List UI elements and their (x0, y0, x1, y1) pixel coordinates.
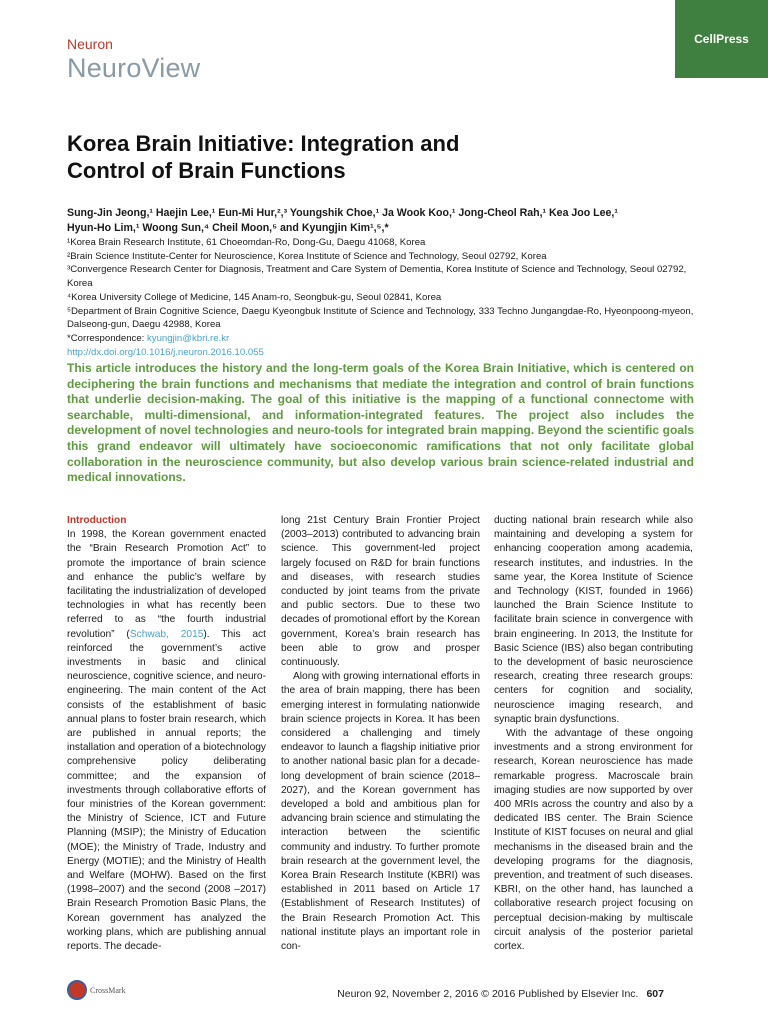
affiliation-3: ³Convergence Research Center for Diagnosis, Treatment and Care System of Dementia, Korea Institute of Science and Technology, Seoul 02792, Korea (67, 264, 687, 290)
body-column-2 (281, 514, 480, 954)
publisher-logo-text: CellPress (694, 32, 749, 46)
affiliation-5: ⁵Department of Brain Cognitive Science, Daegu Kyeongbuk Institute of Science and Technology, 333 Techno Jungangdae-Ro, Hyeonpoong-myeon, Dalseong-gun, Daegu 42988, Korea (67, 305, 694, 331)
paragraph: In 1998, the Korean government enacted the “Brain Research Promotion Act” to promote the importance of brain science and enhance the public’s welfare by facilitating the industrialization of developed technologies in what has recently been referred to as “the fourth industrial revolution” (Schwab, 2015). This act reinforced the government’s active investments in basic and clinical neuroscience, cognitive science, and neuro-engineering. The main content of the Act consists of the establishment of basic annual plans to foster brain research, which are published in annual reports; the installation and operation of a biotechnology comprehensive policy deliberating committee; and the expansion of investments through collaborative efforts of four ministries of the Korean government: the Ministry of Science, ICT and Future Planning (MSIP); the Ministry of Education (MOE); the Ministry of Trade, Industry and Energy (MOTIE); and the Ministry of Health and Welfare (MOHW). Based on the first (1998–2007) and the second (2008 –2017) Brain Research Promotion Basic Plans, the Korean government has analyzed the working plans, which are publishing annual reports. The decade- (67, 529, 266, 953)
paragraph: Along with growing international efforts in the area of brain mapping, there has been emerging interest in formulating nationwide brain science projects in Korea. It has been considered a challenging and timely endeavor to launch a flagship initiative prior to another national basic plan for a decade-long development of brain science (2018–2027), and the Korean government has developed a bold and ambitious plan for advancing brain science and stimulating the interaction between the scientific community and industry. To further promote brain research at the government level, the Korea Brain Research Institute (KBRI) was established in 2011 based on Article 17 (Establishment of Research Institutes) of the Brain Research Promotion Act. This national institute plays an important role in con- (281, 671, 480, 953)
section-name: NeuroView (67, 53, 201, 83)
crossmark-badge[interactable] (67, 980, 126, 1000)
page-number: 607 (646, 988, 664, 1000)
page-footer (337, 988, 664, 1000)
paragraph: long 21st Century Brain Frontier Project (2003–2013) contributed to advancing brain science. This government-led project largely focused on R&D for brain functions and diseases, with research studies conducted by joint teams from the private and public sectors. Due to these two decades of promotional effort by the Korean government, Korea’s brain research has been able to grow and prosper continuously. (281, 515, 480, 669)
authors-line-1: Sung-Jin Jeong,¹ Haejin Lee,¹ Eun-Mi Hur,²,³ Youngshik Choe,¹ Ja Wook Koo,¹ Jong-Cheol Rah,¹ Kea Joo Lee,¹ (67, 207, 618, 219)
doi-link[interactable]: http://dx.doi.org/10.1016/j.neuron.2016.10.055 (67, 346, 264, 358)
journal-name: Neuron (67, 36, 113, 52)
article-title: Korea Brain Initiative: Integration and Control of Brain Functions (67, 131, 460, 183)
correspondence-email-link[interactable]: kyungjin@kbri.re.kr (147, 332, 230, 344)
paragraph: With the advantage of these ongoing investments and a strong environment for research, Korean neuroscience has made remarkable progress. Macroscale brain imaging studies are now supported by over 400 MRIs across the country and also by a dedicated IBS center. The Brain Science Institute of KIST focuses on neural and glial mechanisms in the diseased brain and the developing programs for the diagnosis, prevention, and treatment of such diseases. KBRI, on the other hand, has launched a collaborative research project focusing on perceptual decision-making by multiscale circuit analysis of the posterior parietal cortex. (494, 728, 693, 953)
citation-link[interactable]: Schwab, 2015 (129, 628, 204, 640)
abstract: This article introduces the history and the long-term goals of the Korea Brain Initiative, which is centered on deciphering the brain functions and mechanisms that mediate the integration and control of brain functions that underlie decision-making. The goal of this initiative is the mapping of a functional connectome with searchable, multi-dimensional, and information-integrated features. The project also includes the development of novel technologies and neuro-tools for integrated brain mapping. Beyond the scientific goals this grand endeavor will ultimately have socioeconomic ramifications that not only facilitate global collaboration in the neuroscience community, but also develop various brain science-related industrial and medical innovations. (67, 361, 694, 485)
correspondence-label: *Correspondence: (67, 332, 147, 344)
paragraph: ducting national brain research while also maintaining and developing a system for enhancing cooperation among academia, research institutes, and industries. In the same year, the Korea Institute of Science and Technology (KIST, founded in 1966) launched the Brain Science Institute to facilitate brain science in convergence with brain engineering. In 2013, the Institute for Basic Science (IBS) also began contributing to the development of basic neuroscience research, creating three research groups: centers for cognition and sociality, neuroscience imaging research, and synaptic brain dysfunctions. (494, 515, 693, 725)
section-heading-introduction: Introduction (67, 515, 127, 526)
publisher-badge[interactable] (675, 0, 768, 78)
body-column-1 (67, 514, 266, 954)
affiliation-4: ⁴Korea University College of Medicine, 145 Anam-ro, Seongbuk-gu, Seoul 02841, Korea (67, 291, 442, 303)
affiliation-2: ²Brain Science Institute-Center for Neuroscience, Korea Institute of Science and Technology, Seoul 02792, Korea (67, 250, 547, 262)
correspondence (67, 332, 707, 346)
author-list (67, 206, 707, 236)
authors-line-2: Hyun-Ho Lim,¹ Woong Sun,⁴ Cheil Moon,⁵ and Kyungjin Kim¹,⁵,* (67, 222, 389, 234)
footer-citation: Neuron 92, November 2, 2016 © 2016 Published by Elsevier Inc. (337, 988, 639, 1000)
affiliations (67, 236, 707, 359)
crossmark-icon (67, 980, 87, 1000)
body-column-3 (494, 514, 693, 954)
affiliation-1: ¹Korea Brain Research Institute, 61 Choeomdan-Ro, Dong-Gu, Daegu 41068, Korea (67, 237, 426, 248)
crossmark-label: CrossMark (90, 985, 126, 995)
